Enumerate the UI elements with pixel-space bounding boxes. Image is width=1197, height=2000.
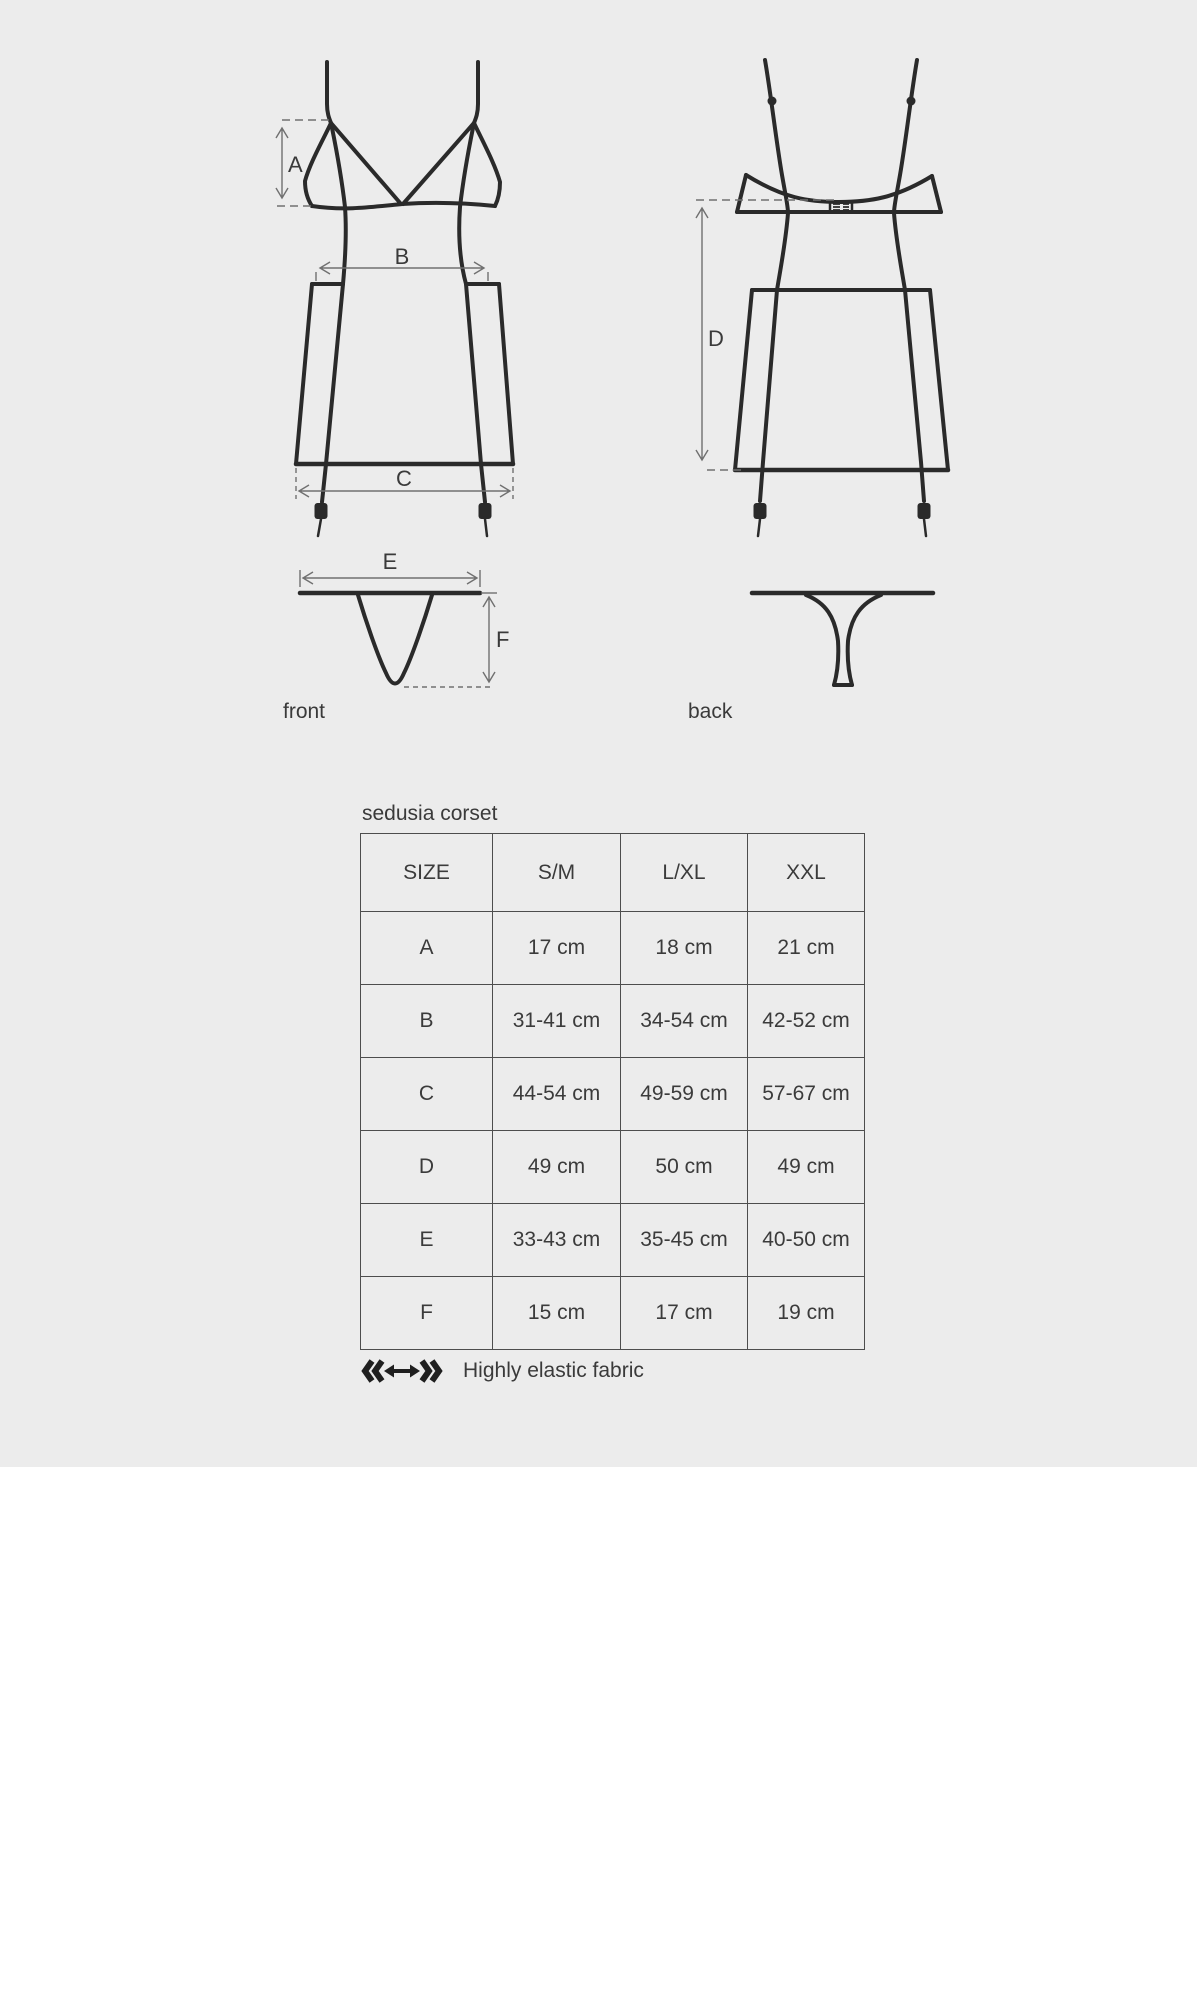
back-skirt-right [930, 290, 948, 470]
col-header-size: SIZE [361, 834, 493, 912]
back-left-garter-clip [754, 503, 767, 519]
value-cell: 40-50 cm [748, 1204, 865, 1277]
back-skirt-left [735, 290, 752, 470]
front-view-label: front [283, 700, 326, 723]
value-cell: 35-45 cm [621, 1204, 748, 1277]
table-row-b [361, 985, 865, 1058]
size-table [360, 833, 865, 1350]
hook-clasp-hooks [833, 204, 849, 210]
table-row-e [361, 1204, 865, 1277]
front-left-garter-tip [318, 519, 321, 536]
front-left-cup-outer [305, 123, 331, 206]
front-right-side-outer [499, 284, 513, 464]
front-left-strap-body [327, 62, 346, 284]
product-title: sedusia corset [362, 802, 498, 825]
front-left-side-outer [296, 284, 312, 464]
dim-label-b: B [394, 244, 410, 269]
front-right-cup-outer [474, 123, 500, 206]
dim-cell: D [361, 1131, 493, 1204]
value-cell: 19 cm [748, 1277, 865, 1350]
elastic-stretch-icon [360, 1358, 444, 1384]
thong-back-left-curve [806, 595, 838, 685]
value-cell: 17 cm [493, 912, 621, 985]
col-header-lxl: L/XL [621, 834, 748, 912]
dim-cell: B [361, 985, 493, 1058]
front-right-strap-body [459, 62, 478, 284]
back-band-left-edge [737, 175, 746, 212]
value-cell: 57-67 cm [748, 1058, 865, 1131]
table-row-c [361, 1058, 865, 1131]
front-right-garter-clip [479, 503, 492, 519]
value-cell: 49 cm [748, 1131, 865, 1204]
value-cell: 49 cm [493, 1131, 621, 1204]
panty-dimension-annotations [300, 549, 509, 687]
size-table-header-row [361, 834, 865, 912]
table-row-a [361, 912, 865, 985]
back-right-strap-garter [894, 60, 924, 501]
value-cell: 17 cm [621, 1277, 748, 1350]
dim-label-c: C [396, 466, 412, 491]
back-left-garter-tip [758, 519, 760, 536]
dim-cell: F [361, 1277, 493, 1350]
thong-back-drawing [752, 593, 933, 685]
dim-label-f: F [496, 627, 510, 652]
front-right-side-inner-garter [466, 284, 485, 502]
back-left-strap-adjuster [768, 97, 777, 106]
dim-f-arrow [483, 597, 495, 682]
dim-cell: C [361, 1058, 493, 1131]
value-cell: 44-54 cm [493, 1058, 621, 1131]
value-cell: 49-59 cm [621, 1058, 748, 1131]
panty-front-v-shape [358, 595, 432, 684]
dim-label-e: E [382, 549, 398, 574]
dim-label-a: A [288, 152, 303, 177]
back-left-strap-garter [760, 60, 788, 501]
dim-d-arrow [696, 208, 708, 460]
value-cell: 18 cm [621, 912, 748, 985]
back-right-garter-tip [924, 519, 926, 536]
back-band-right-edge [932, 176, 941, 212]
value-cell: 34-54 cm [621, 985, 748, 1058]
dim-cell: A [361, 912, 493, 985]
table-row-d [361, 1131, 865, 1204]
back-right-strap-adjuster [907, 97, 916, 106]
col-header-sm: S/M [493, 834, 621, 912]
value-cell: 33-43 cm [493, 1204, 621, 1277]
back-view-drawing [735, 60, 948, 536]
value-cell: 31-41 cm [493, 985, 621, 1058]
back-right-garter-clip [918, 503, 931, 519]
front-right-garter-tip [485, 519, 487, 536]
back-view-label: back [688, 700, 733, 723]
value-cell: 15 cm [493, 1277, 621, 1350]
value-cell: 50 cm [621, 1131, 748, 1204]
garment-measurement-diagram [0, 0, 1197, 760]
back-band-top [746, 175, 932, 202]
value-cell: 42-52 cm [748, 985, 865, 1058]
table-row-f [361, 1277, 865, 1350]
dim-label-d: D [708, 326, 724, 351]
dim-cell: E [361, 1204, 493, 1277]
front-left-side-inner-garter [322, 284, 343, 502]
front-left-garter-clip [315, 503, 328, 519]
thong-back-right-curve [848, 595, 881, 685]
front-view-drawing [296, 62, 513, 536]
elastic-fabric-note-row [360, 1358, 644, 1384]
value-cell: 21 cm [748, 912, 865, 985]
col-header-xxl: XXL [748, 834, 865, 912]
dim-a-arrow [276, 128, 288, 198]
front-bra-band [312, 203, 495, 208]
panty-front-drawing [300, 593, 480, 684]
elastic-note-text: Highly elastic fabric [463, 1359, 644, 1382]
